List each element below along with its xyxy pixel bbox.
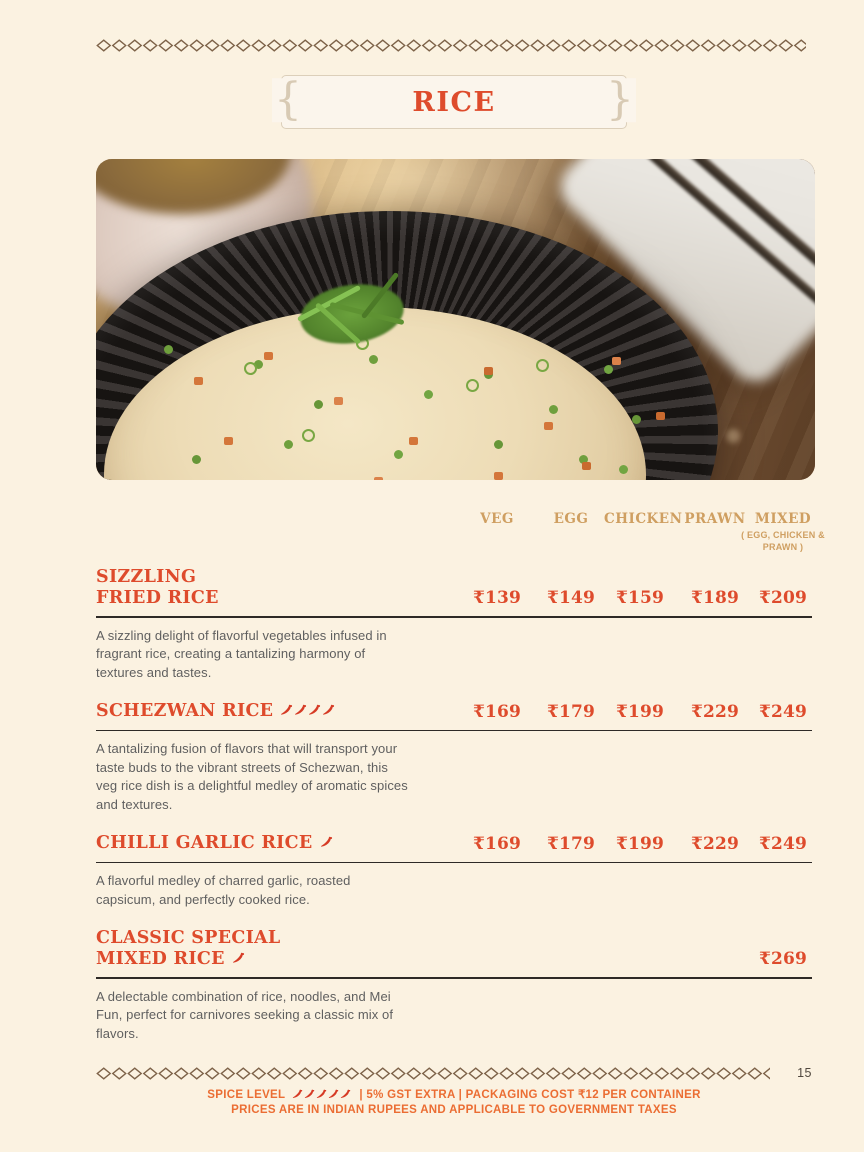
right-brace-ornament: } bbox=[606, 74, 634, 126]
item-name: CLASSIC SPECIAL MIXED RICE bbox=[96, 928, 281, 969]
price-veg: ₹169 bbox=[472, 833, 522, 854]
chili-icon bbox=[322, 704, 335, 717]
diamond-border-top bbox=[96, 39, 806, 52]
item-row bbox=[96, 567, 812, 608]
price-mixed: ₹269 bbox=[758, 949, 808, 970]
item-description: A tantalizing fusion of flavors that will transport your taste buds to the vibrant streets of Schezwan, this veg rice dish is a delightful medley of aromatic spices and textures. bbox=[96, 741, 408, 812]
column-header-veg: VEG bbox=[480, 511, 514, 527]
chili-icon bbox=[316, 1089, 327, 1100]
chili-icon bbox=[280, 704, 293, 717]
item-row bbox=[96, 928, 812, 969]
food-photo bbox=[96, 159, 815, 480]
price-prawn: ₹229 bbox=[690, 833, 740, 854]
spice-level-legend-icons bbox=[292, 1089, 352, 1102]
menu-item-classic-special-mixed-rice bbox=[96, 928, 812, 1043]
divider bbox=[96, 862, 812, 864]
price-veg: ₹139 bbox=[472, 588, 522, 609]
chili-icon bbox=[292, 1089, 303, 1100]
chili-ring bbox=[536, 359, 549, 372]
chili-icon bbox=[320, 836, 333, 849]
page-number: 15 bbox=[797, 1066, 812, 1080]
price-chicken: ₹199 bbox=[615, 701, 665, 722]
mixed-subnote: ( EGG, CHICKEN & PRAWN ) bbox=[741, 530, 825, 552]
price-egg: ₹149 bbox=[546, 588, 596, 609]
item-name: CHILLI GARLIC RICE bbox=[96, 833, 456, 854]
price-prawn: ₹189 bbox=[690, 588, 740, 609]
chili-ring bbox=[302, 429, 315, 442]
price-chicken: ₹159 bbox=[615, 588, 665, 609]
item-name: SIZZLING FRIED RICE bbox=[96, 567, 219, 608]
footer-notes-line2: PRICES ARE IN INDIAN RUPEES AND APPLICABLE TO GOVERNMENT TAXES bbox=[231, 1104, 677, 1116]
menu-item-sizzling-fried-rice bbox=[96, 567, 812, 682]
menu-table bbox=[96, 511, 825, 1043]
diamond-border-bottom bbox=[96, 1067, 770, 1080]
column-header-chicken: CHICKEN bbox=[604, 511, 683, 527]
chili-ring bbox=[244, 362, 257, 375]
left-brace-ornament: { bbox=[274, 74, 302, 126]
chili-icon bbox=[294, 704, 307, 717]
price-mixed: ₹249 bbox=[758, 701, 808, 722]
divider bbox=[96, 730, 812, 732]
price-mixed: ₹249 bbox=[758, 833, 808, 854]
column-header-row bbox=[96, 511, 825, 552]
item-name: SCHEZWAN RICE bbox=[96, 701, 456, 722]
price-chicken: ₹199 bbox=[615, 833, 665, 854]
chili-icon bbox=[304, 1089, 315, 1100]
column-header-prawn: PRAWN bbox=[684, 511, 746, 527]
item-description: A flavorful medley of charred garlic, roasted capsicum, and perfectly cooked rice. bbox=[96, 873, 351, 907]
column-header-mixed: MIXED ( EGG, CHICKEN & PRAWN ) bbox=[754, 511, 812, 527]
divider bbox=[96, 977, 812, 979]
section-title-box bbox=[274, 74, 634, 129]
price-prawn: ₹229 bbox=[690, 701, 740, 722]
chili-ring bbox=[466, 379, 479, 392]
bokeh-light bbox=[726, 429, 740, 443]
page-title: RICE bbox=[412, 86, 496, 118]
menu-item-chilli-garlic-rice bbox=[96, 833, 812, 909]
peas bbox=[164, 345, 173, 354]
item-row bbox=[96, 833, 812, 854]
item-row bbox=[96, 701, 812, 722]
item-description: A delectable combination of rice, noodles, and Mei Fun, perfect for carnivores seeking a classic mix of flavors. bbox=[96, 988, 394, 1041]
divider bbox=[96, 616, 812, 618]
menu-item-schezwan-rice bbox=[96, 701, 812, 814]
page-footer bbox=[96, 1066, 812, 1116]
item-description: A sizzling delight of flavorful vegetables infused in fragrant rice, creating a tantalizing harmony of textures and tastes. bbox=[96, 627, 387, 680]
price-egg: ₹179 bbox=[546, 701, 596, 722]
chili-icon bbox=[232, 952, 245, 965]
column-header-egg: EGG bbox=[553, 511, 589, 527]
chili-icon bbox=[328, 1089, 339, 1100]
spice-level-icons bbox=[320, 833, 334, 854]
spice-level-icons bbox=[280, 701, 336, 722]
price-egg: ₹179 bbox=[546, 833, 596, 854]
price-mixed: ₹209 bbox=[758, 588, 808, 609]
carrot-cubes bbox=[194, 377, 203, 385]
chili-icon bbox=[308, 704, 321, 717]
chili-icon bbox=[340, 1089, 351, 1100]
price-veg: ₹169 bbox=[472, 701, 522, 722]
footer-notes-line1: SPICE LEVEL | 5% GST EXTRA | PACKAGING COST ₹12 PER CONTAINER bbox=[207, 1089, 701, 1101]
spice-level-icons bbox=[232, 949, 246, 970]
